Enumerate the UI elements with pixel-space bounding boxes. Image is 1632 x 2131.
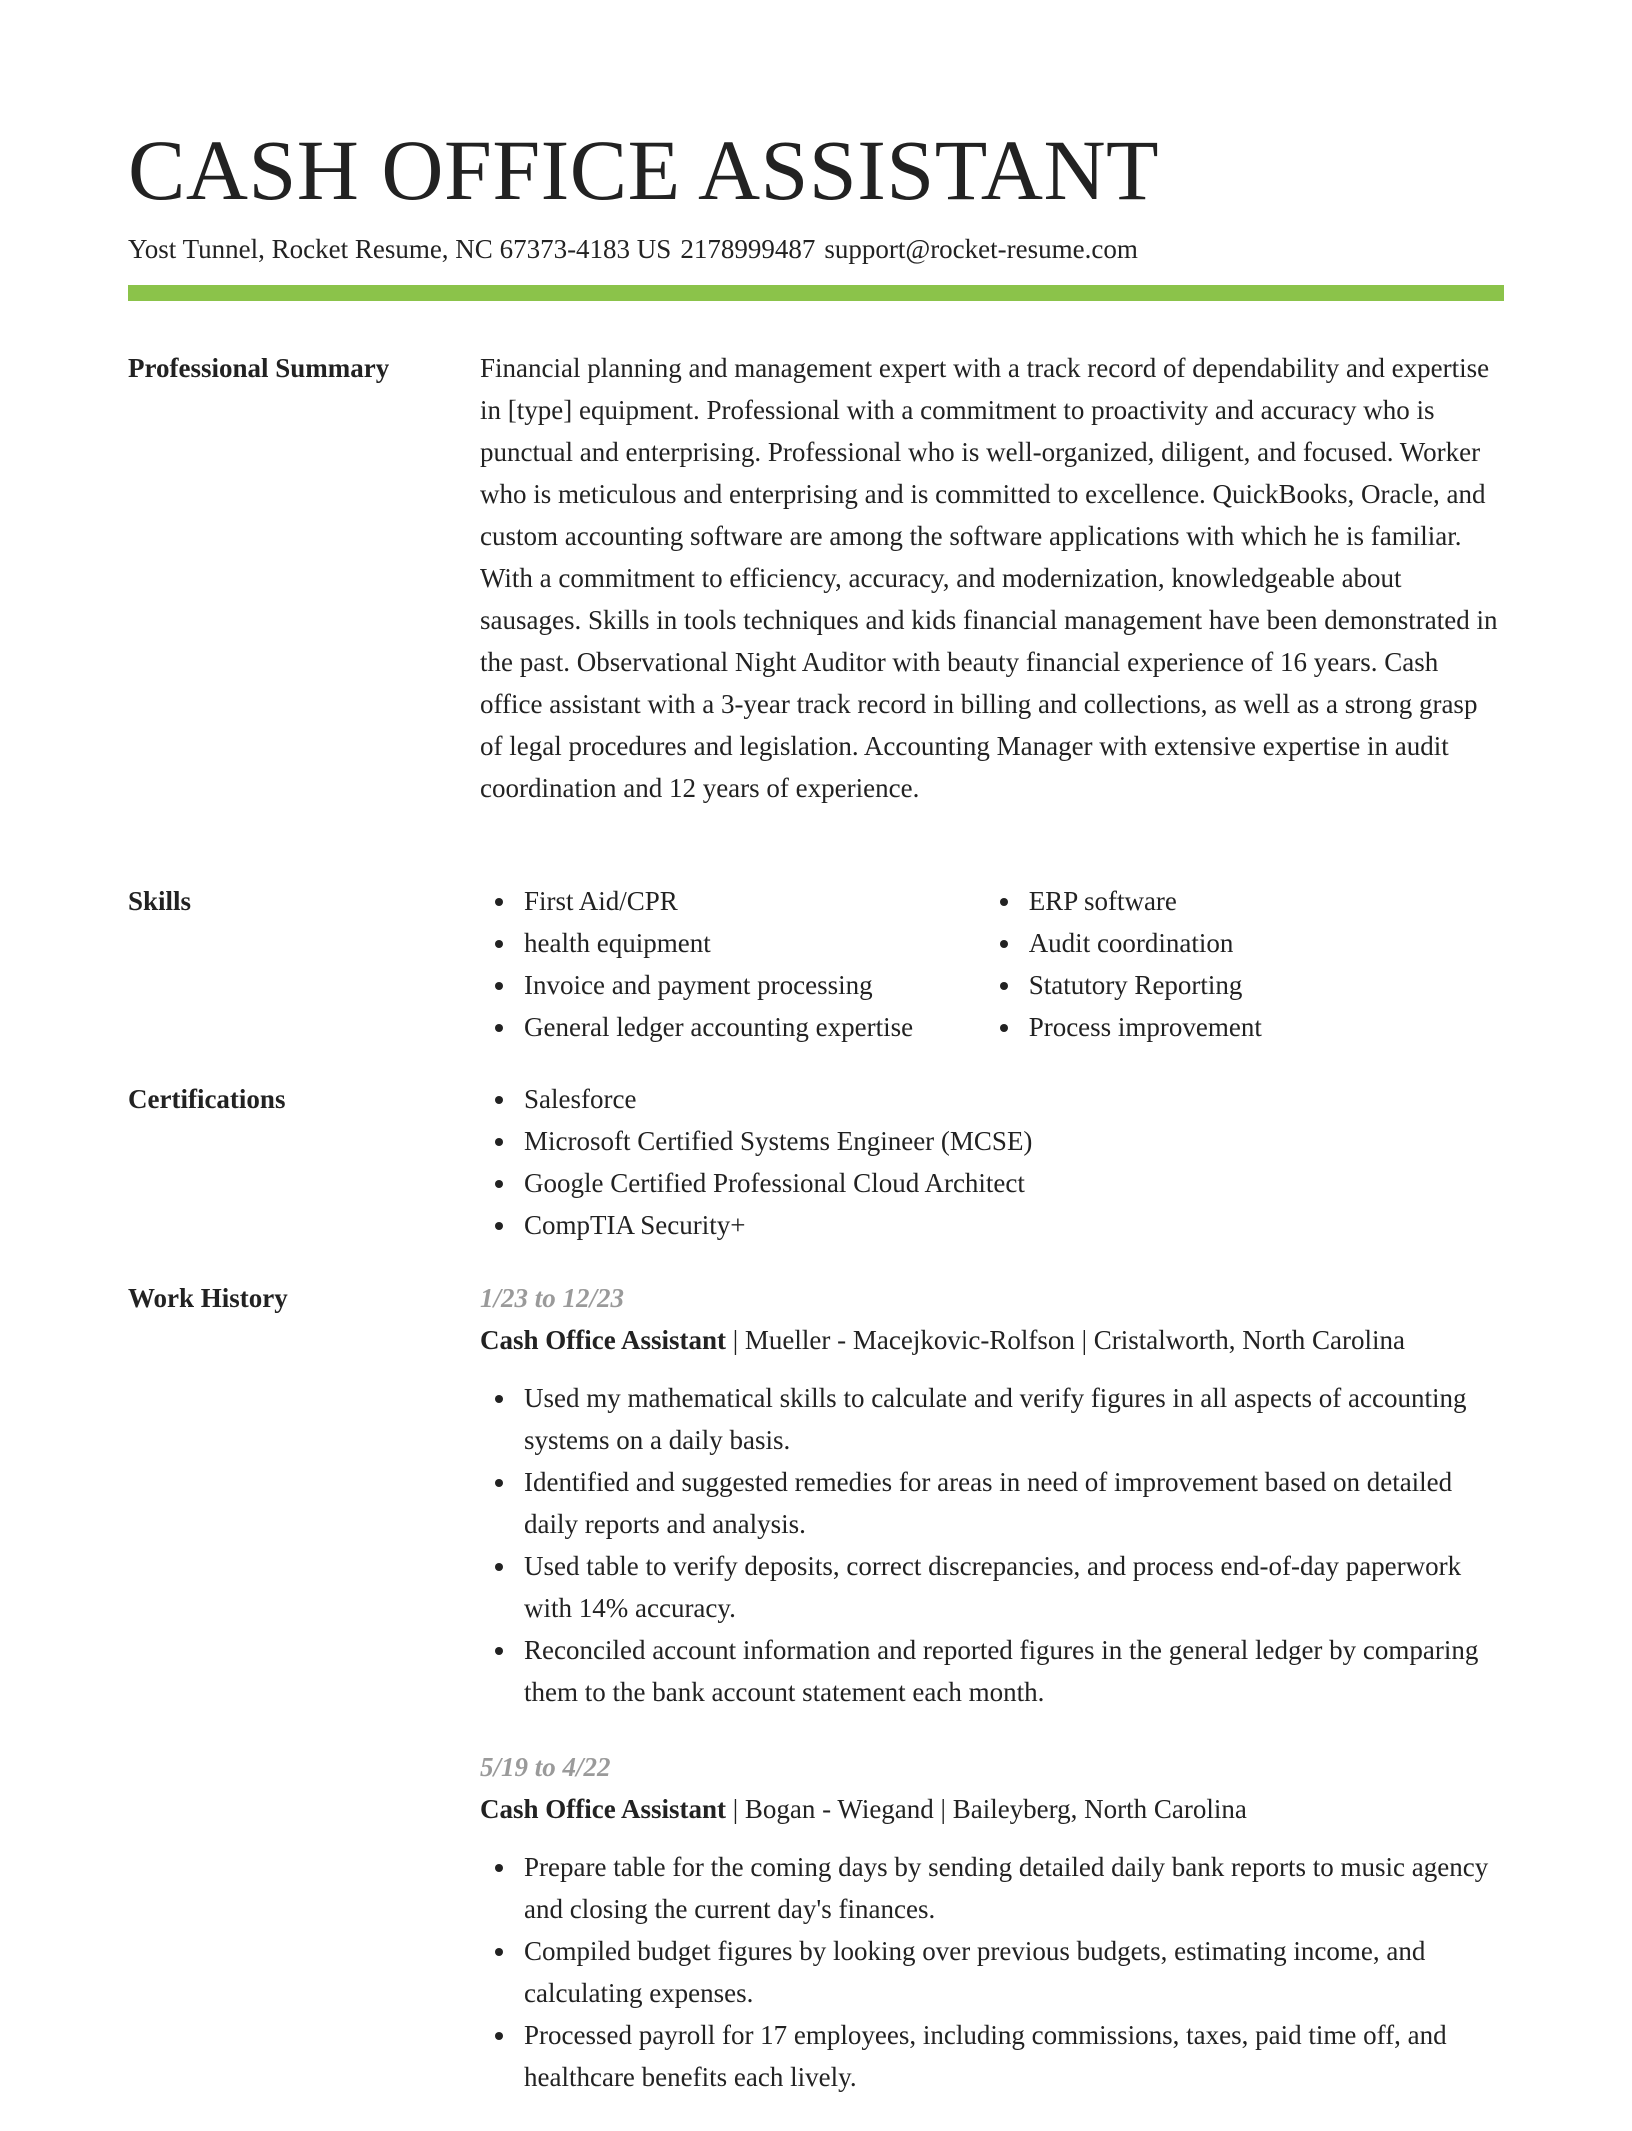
- job-heading: [480, 1788, 1504, 1830]
- job-title: Cash Office Assistant: [480, 1794, 727, 1824]
- summary-body: [480, 347, 1504, 809]
- certifications-label: Certifications: [128, 1084, 286, 1114]
- separator: |: [1081, 1325, 1094, 1355]
- certification-item: Salesforce: [524, 1078, 1504, 1120]
- skills-list-left: [480, 880, 985, 1048]
- skill-item: ERP software: [1029, 880, 1504, 922]
- job-bullets: [480, 1377, 1504, 1713]
- skills-list-right: [985, 880, 1504, 1048]
- skill-item: General ledger accounting expertise: [524, 1006, 985, 1048]
- separator: |: [732, 1794, 745, 1824]
- job-entry: [480, 1277, 1504, 1713]
- job-bullet: Identified and suggested remedies for areas in need of improvement based on detailed daily reports and analysis.: [524, 1461, 1504, 1545]
- job-dates: 5/19 to 4/22: [480, 1752, 611, 1782]
- certification-item: CompTIA Security+: [524, 1204, 1504, 1246]
- skill-item: Statutory Reporting: [1029, 964, 1504, 1006]
- contact-line: [128, 231, 1147, 267]
- contact-phone: 2178999487: [680, 234, 816, 264]
- skill-item: First Aid/CPR: [524, 880, 985, 922]
- job-bullet: Used my mathematical skills to calculate and verify figures in all aspects of accounting systems on a daily basis.: [524, 1377, 1504, 1461]
- certification-item: Microsoft Certified Systems Engineer (MCSE): [524, 1120, 1504, 1162]
- job-title: Cash Office Assistant: [480, 1325, 727, 1355]
- job-location: Cristalworth, North Carolina: [1093, 1325, 1405, 1355]
- job-bullet: Prepare table for the coming days by sending detailed daily bank reports to music agency and closing the current day's finances.: [524, 1846, 1504, 1930]
- job-bullets: [480, 1846, 1504, 2098]
- summary-label: Professional Summary: [128, 353, 390, 383]
- work-history-label: Work History: [128, 1283, 288, 1313]
- skill-item: Invoice and payment processing: [524, 964, 985, 1006]
- job-entry: [480, 1746, 1504, 2098]
- job-company: Mueller - Macejkovic-Rolfson: [744, 1325, 1075, 1355]
- job-company: Bogan - Wiegand: [744, 1794, 934, 1824]
- separator: |: [732, 1325, 745, 1355]
- contact-email: support@rocket-resume.com: [824, 234, 1138, 264]
- job-bullet: Compiled budget figures by looking over previous budgets, estimating income, and calculating expenses.: [524, 1930, 1504, 2014]
- skills-body: [480, 880, 1504, 1048]
- header-divider: [128, 285, 1504, 301]
- separator: |: [940, 1794, 953, 1824]
- work-history-body: [480, 1277, 1504, 2131]
- job-bullet: Reconciled account information and reported figures in the general ledger by comparing them to the bank account statement each month.: [524, 1629, 1504, 1713]
- resume-title: CASH OFFICE ASSISTANT: [128, 122, 1160, 218]
- certification-item: Google Certified Professional Cloud Architect: [524, 1162, 1504, 1204]
- job-location: Baileyberg, North Carolina: [952, 1794, 1247, 1824]
- certifications-list: [480, 1078, 1504, 1246]
- skill-item: Process improvement: [1029, 1006, 1504, 1048]
- certifications-body: [480, 1078, 1504, 1246]
- job-heading: [480, 1319, 1504, 1361]
- skill-item: health equipment: [524, 922, 985, 964]
- job-bullet: Used table to verify deposits, correct discrepancies, and process end-of-day paperwork with 14% accuracy.: [524, 1545, 1504, 1629]
- summary-text: Financial planning and management expert with a track record of dependability and expertise in [type] equipment. Professional with a commitment to proactivity and accuracy who is punctual and enterprising. Professional who is well-organized, diligent, and focused. Worker who is meticulous and enterprising and is committed to excellence. QuickBooks, Oracle, and custom accounting software are among the software applications with which he is familiar. With a commitment to efficiency, accuracy, and modernization, knowledgeable about sausages. Skills in tools techniques and kids financial management have been demonstrated in the past. Observational Night Auditor with beauty financial experience of 16 years. Cash office assistant with a 3-year track record in billing and collections, as well as a strong grasp of legal procedures and legislation. Accounting Manager with extensive expertise in audit coordination and 12 years of experience.: [480, 353, 1498, 803]
- skills-label: Skills: [128, 886, 192, 916]
- job-bullet: Processed payroll for 17 employees, including commissions, taxes, paid time off, and healthcare benefits each lively.: [524, 2014, 1504, 2098]
- contact-address: Yost Tunnel, Rocket Resume, NC 67373-4183 US: [128, 234, 672, 264]
- skill-item: Audit coordination: [1029, 922, 1504, 964]
- job-dates: 1/23 to 12/23: [480, 1283, 625, 1313]
